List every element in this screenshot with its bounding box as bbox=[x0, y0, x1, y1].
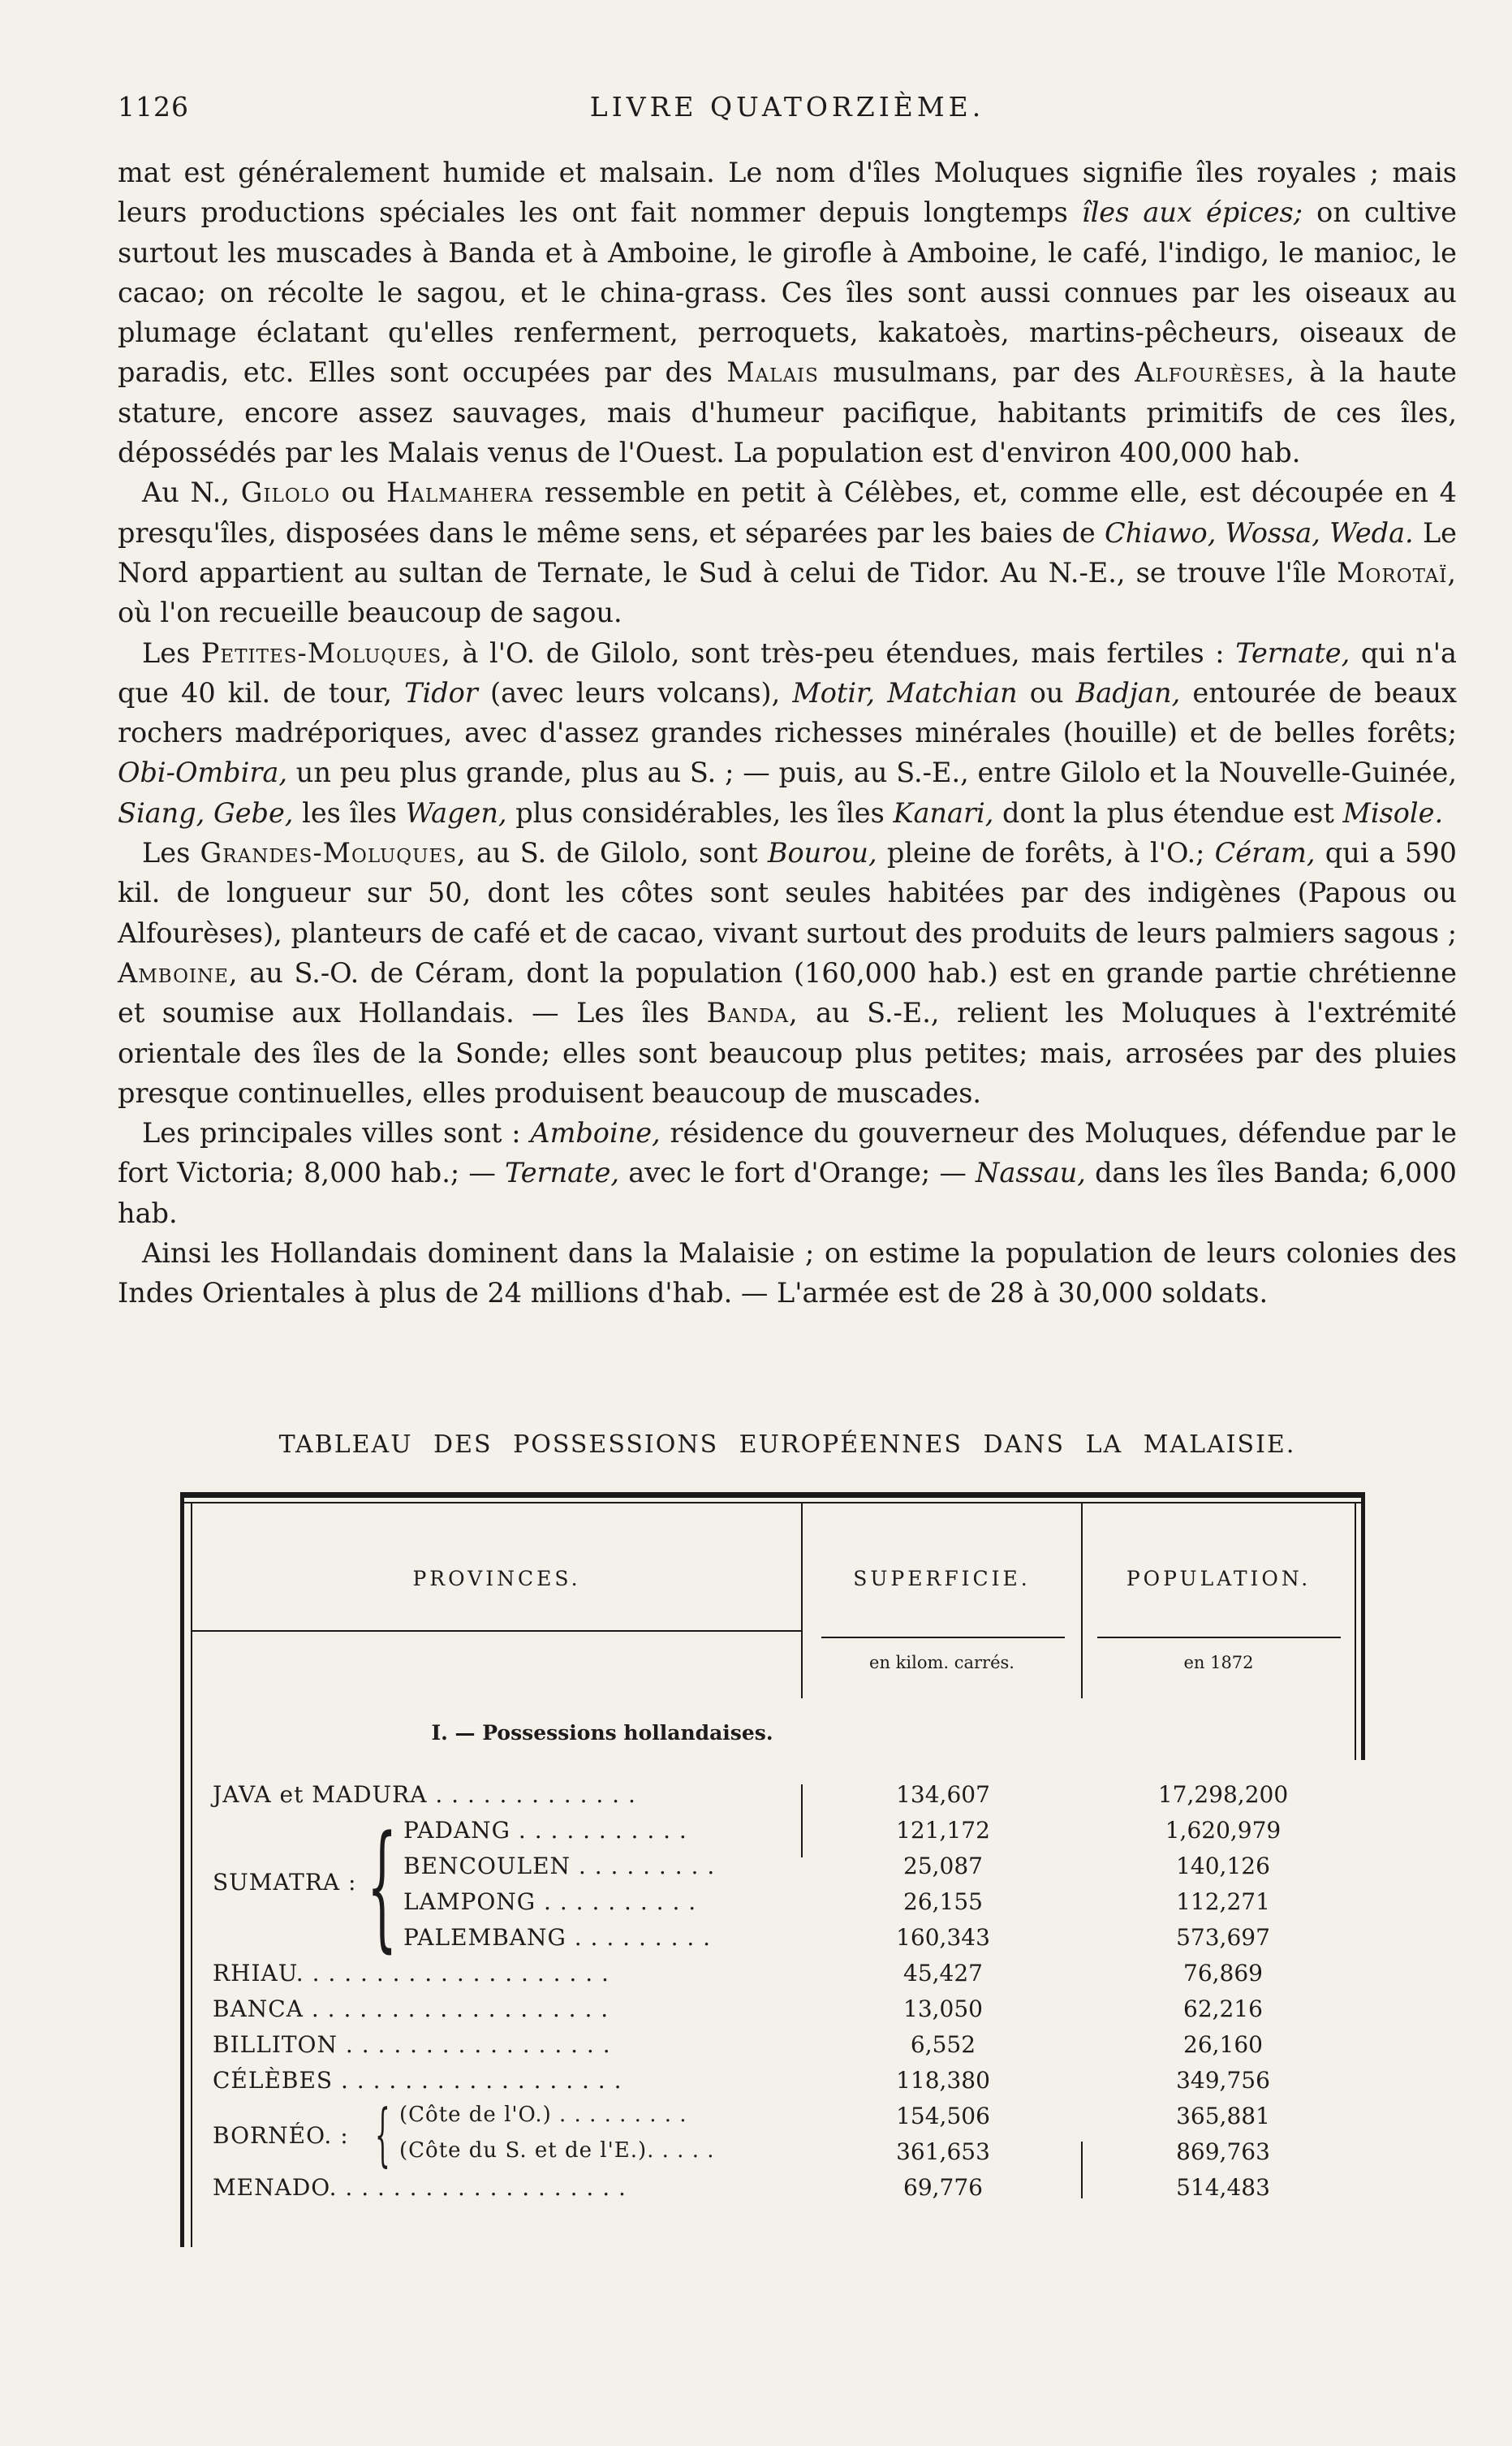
superficie-value: 13,050 bbox=[903, 1995, 983, 2022]
table-row bbox=[180, 1995, 1365, 2031]
table-row bbox=[180, 1888, 1365, 1924]
section-title: Possessions hollandaises. bbox=[482, 1721, 773, 1745]
population-value: 1,620,979 bbox=[1165, 1817, 1282, 1844]
section-heading bbox=[180, 1721, 1024, 1745]
population-value: 17,298,200 bbox=[1157, 1781, 1289, 1808]
population-value: 514,483 bbox=[1176, 2174, 1270, 2201]
province-name: BANCA . . . . . . . . . . . . . . . . . . . bbox=[213, 1995, 610, 2022]
province-name: JAVA et MADURA . . . . . . . . . . . . . bbox=[213, 1781, 636, 1808]
table-row bbox=[180, 2103, 1365, 2138]
table-row bbox=[180, 2138, 1365, 2174]
unit-population: en 1872 bbox=[1183, 1653, 1254, 1672]
paragraph-gilolo: Au N., Gilolo ou Halmahera ressemble en petit à Célèbes, et, comme elle, est découpée en 4 presqu'îles, disposées dans le même sens, et séparées par les baies de Chiawo, Wossa, Weda. Le Nord appartient au sultan de Ternate, le Sud à celui de Tidor. Au N.-E., se trouve l'île Morotaï, où l'on recueille beaucoup de sagou. bbox=[118, 477, 1458, 629]
unit-superficie: en kilom. carrés. bbox=[869, 1653, 1014, 1672]
page-number: 1126 bbox=[118, 91, 189, 123]
population-value: 573,697 bbox=[1176, 1924, 1270, 1951]
superficie-value: 154,506 bbox=[896, 2103, 990, 2129]
table-row bbox=[180, 1924, 1365, 1960]
population-value: 62,216 bbox=[1183, 1995, 1263, 2022]
table-row bbox=[180, 2031, 1365, 2067]
table-top-rule bbox=[180, 1492, 1365, 1498]
province-name: BENCOULEN . . . . . . . . . bbox=[403, 1853, 716, 1879]
header-superficie: SUPERFICIE. bbox=[853, 1567, 1031, 1590]
population-value: 112,271 bbox=[1176, 1888, 1270, 1915]
superficie-value: 26,155 bbox=[903, 1888, 983, 1915]
possessions-table bbox=[180, 1492, 1365, 2247]
population-value: 365,881 bbox=[1176, 2103, 1270, 2129]
body-text bbox=[118, 153, 1457, 1314]
table-right-border bbox=[1361, 1492, 1365, 1760]
population-value: 349,756 bbox=[1176, 2067, 1270, 2094]
province-name: BILLITON . . . . . . . . . . . . . . . . . bbox=[213, 2031, 611, 2058]
group-label-borneo: BORNÉO. : bbox=[213, 2122, 349, 2149]
superficie-value: 25,087 bbox=[903, 1853, 983, 1879]
paragraph-moluques: mat est généralement humide et malsain. Le nom d'îles Moluques signifie îles royales ; mais leurs productions spéciales les ont fait nommer depuis longtemps îles aux épices; on cultive surtout les muscades à Banda et à Amboine, le girofle à Amboine, le café, l'indigo, le manioc, le cacao; on récolte le sagou, et le china-grass. Ces îles sont aussi connues par les oiseaux au plumage éclatant qu'elles renferment, perroquets, kakatoès, martins-pêcheurs, oiseaux de paradis, etc. Elles sont occupées par des Malais musulmans, par des Alfourèses, à la haute stature, encore assez sauvages, mais d'humeur pacifique, habitants primitifs de ces îles, dépossédés par les Malais venus de l'Ouest. La population est d'environ 400,000 hab. bbox=[118, 157, 1457, 469]
table-row bbox=[180, 1817, 1365, 1853]
province-name: RHIAU. . . . . . . . . . . . . . . . . . . . bbox=[213, 1960, 610, 1987]
table-top-thin-rule bbox=[180, 1502, 1365, 1503]
province-name: LAMPONG . . . . . . . . . . bbox=[403, 1888, 697, 1915]
province-name: (Côte de l'O.) . . . . . . . . . bbox=[399, 2103, 687, 2127]
superficie-value: 121,172 bbox=[896, 1817, 990, 1844]
header-population: POPULATION. bbox=[1126, 1567, 1312, 1590]
group-label-sumatra: SUMATRA : bbox=[213, 1869, 357, 1896]
running-title: LIVRE QUATORZIÈME. bbox=[589, 91, 985, 123]
superficie-value: 118,380 bbox=[896, 2067, 990, 2094]
header-rule-superficie bbox=[821, 1637, 1065, 1638]
superficie-value: 134,607 bbox=[896, 1781, 990, 1808]
running-head bbox=[118, 91, 1457, 132]
table-row bbox=[180, 1960, 1365, 1995]
table-title: TABLEAU DES POSSESSIONS EUROPÉENNES DANS LA MALAISIE. bbox=[278, 1430, 1296, 1459]
table-row bbox=[180, 1781, 1365, 1817]
province-name: MENADO. . . . . . . . . . . . . . . . . . . bbox=[213, 2174, 627, 2201]
superficie-value: 45,427 bbox=[903, 1960, 983, 1987]
superficie-value: 69,776 bbox=[903, 2174, 983, 2201]
population-value: 869,763 bbox=[1176, 2138, 1270, 2165]
province-name: CÉLÈBES . . . . . . . . . . . . . . . . . . bbox=[213, 2067, 622, 2094]
table-right-inner-border bbox=[1355, 1502, 1356, 1760]
table-row bbox=[180, 1853, 1365, 1888]
paragraph-hollandais: Ainsi les Hollandais dominent dans la Malaisie ; on estime la population de leurs colonies des Indes Orientales à plus de 24 millions d'hab. — L'armée est de 28 à 30,000 soldats. bbox=[118, 1237, 1457, 1309]
table-row bbox=[180, 2174, 1365, 2210]
superficie-value: 160,343 bbox=[896, 1924, 990, 1951]
header-rule-provinces bbox=[192, 1630, 801, 1632]
brace-sumatra: { bbox=[367, 1806, 398, 1965]
header-provinces: PROVINCES. bbox=[412, 1567, 581, 1590]
header-rule-population bbox=[1097, 1637, 1341, 1638]
superficie-value: 361,653 bbox=[896, 2138, 990, 2165]
table-row bbox=[180, 2067, 1365, 2103]
province-name: PALEMBANG . . . . . . . . . bbox=[403, 1924, 712, 1951]
section-number: I. — bbox=[431, 1721, 476, 1745]
province-name: (Côte du S. et de l'E.). . . . . bbox=[399, 2138, 715, 2163]
superficie-value: 6,552 bbox=[910, 2031, 976, 2058]
paragraph-villes: Les principales villes sont : Amboine, résidence du gouverneur des Moluques, défendue par le fort Victoria; 8,000 hab.; — Ternate, avec le fort d'Orange; — Nassau, dans les îles Banda; 6,000 hab. bbox=[118, 1117, 1457, 1229]
brace-borneo: { bbox=[375, 2094, 390, 2174]
population-value: 26,160 bbox=[1183, 2031, 1263, 2058]
population-value: 76,869 bbox=[1183, 1960, 1263, 1987]
paragraph-grandes-moluques: Les Grandes-Moluques, au S. de Gilolo, sont Bourou, pleine de forêts, à l'O.; Céram, qui a 590 kil. de longueur sur 50, dont les côtes sont seules habitées par des indigènes (Papous ou Alfourèses), planteurs de café et de cacao, vivant surtout des produits de leurs palmiers sagous ; Amboine, au S.-O. de Céram, dont la population (160,000 hab.) est en grande partie chrétienne et soumise aux Hollandais. — Les îles Banda, au S.-E., relient les Moluques à l'extrémité orientale des îles de la Sonde; elles sont beaucoup plus petites; mais, arrosées par des pluies presque continuelles, elles produisent beaucoup de muscades. bbox=[118, 837, 1457, 1109]
population-value: 140,126 bbox=[1176, 1853, 1270, 1879]
province-name: PADANG . . . . . . . . . . . bbox=[403, 1817, 687, 1844]
paragraph-petites-moluques: Les Petites-Moluques, à l'O. de Gilolo, sont très-peu étendues, mais fertiles : Ternate, qui n'a que 40 kil. de tour, Tidor (avec leurs volcans), Motir, Matchian ou Badjan, entourée de beaux rochers madréporiques, avec d'assez grandes richesses minérales (houille) et de belles forêts; Obi-Ombira, un peu plus grande, plus au S. ; — puis, au S.-E., entre Gilolo et la Nouvelle-Guinée, Siang, Gebe, les îles Wagen, plus considérables, les îles Kanari, dont la plus étendue est Misole. bbox=[118, 636, 1457, 829]
